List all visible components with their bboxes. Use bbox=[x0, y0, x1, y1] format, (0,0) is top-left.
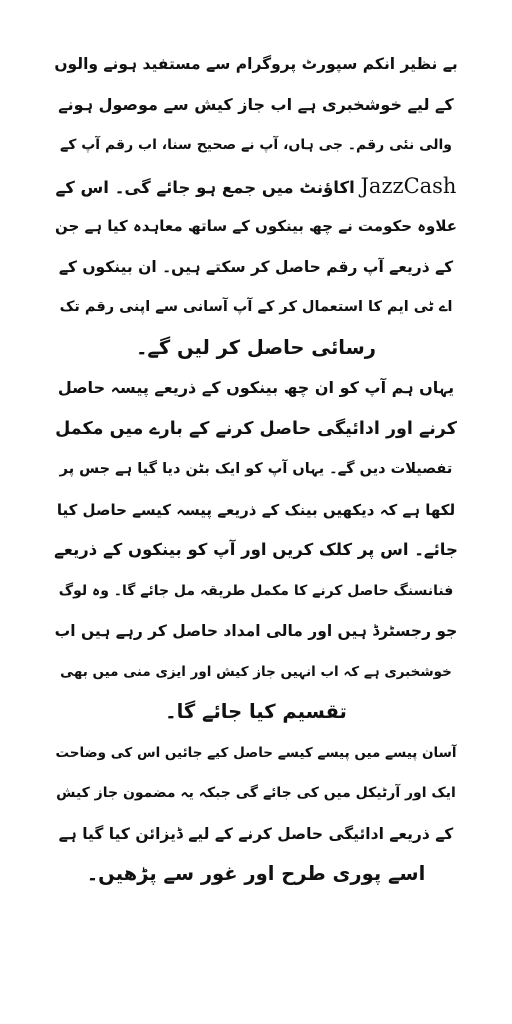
article-line: ایک اور آرٹیکل میں کی جائے گی جبکہ یہ مضمون جاز کیش bbox=[56, 785, 456, 801]
article-line: کے ذریعے آپ رقم حاصل کر سکتے ہیں۔ ان بینکوں کے bbox=[58, 257, 454, 276]
article-line-text: اکاؤنٹ میں جمع ہو جائے گی۔ اس کے bbox=[55, 177, 355, 197]
article-line: والی نئی رقم۔ جی ہاں، آپ نے صحیح سنا، اب رقم آپ کے bbox=[59, 137, 453, 153]
article-line: اے ٹی ایم کا استعمال کر کے آپ آسانی سے اپنی رقم تک bbox=[59, 299, 453, 315]
article-line: تقسیم کیا جائے گا۔ bbox=[165, 700, 347, 723]
paragraph-2 bbox=[54, 368, 458, 733]
article-line: بے نظیر انکم سپورٹ پروگرام سے مستفید ہونے والوں bbox=[54, 55, 458, 73]
article-line: کے لیے خوشخبری ہے اب جاز کیش سے موصول ہونے bbox=[58, 94, 454, 114]
article-line: کے ذریعے ادائیگی حاصل کرنے کے لیے ڈیزائن کیا گیا ہے bbox=[58, 824, 454, 843]
article-line: جائے۔ اس پر کلک کریں اور آپ کو بینکوں کے ذریعے bbox=[54, 540, 458, 559]
article-line: خوشخبری ہے کہ اب انہیں جاز کیش اور ایزی منی میں بھی bbox=[60, 663, 452, 680]
jazzcash-brand-name: JazzCash bbox=[360, 173, 457, 198]
article-line: یہاں ہم آپ کو ان چھ بینکوں کے ذریعے پیسہ حاصل bbox=[57, 378, 455, 397]
article-line: تفصیلات دیں گے۔ یہاں آپ کو ایک بٹن دیا گیا ہے جس پر bbox=[59, 461, 453, 477]
article-body bbox=[54, 44, 458, 895]
article-line: علاوہ حکومت نے چھ بینکوں کے ساتھ معاہدہ کیا ہے جن bbox=[54, 217, 458, 235]
article-line: رسائی حاصل کر لیں گے۔ bbox=[135, 335, 377, 359]
article-line-with-brand bbox=[54, 166, 458, 207]
paragraph-3 bbox=[54, 733, 458, 895]
article-line: جو رجسٹرڈ ہیں اور مالی امداد حاصل کر رہے ہیں اب bbox=[54, 622, 458, 640]
article-line: لکھا ہے کہ دیکھیں بینک کے ذریعے پیسہ کیسے حاصل کیا bbox=[56, 500, 456, 519]
paragraph-1 bbox=[54, 44, 458, 368]
article-line: آسان پیسے میں پیسے کیسے حاصل کیے جائیں اس کی وضاحت bbox=[55, 744, 457, 761]
article-line: کرنے اور ادائیگی حاصل کرنے کے بارے میں مکمل bbox=[55, 418, 457, 439]
article-line: اسے پوری طرح اور غور سے پڑھیں۔ bbox=[86, 862, 426, 885]
article-line: فنانسنگ حاصل کرنے کا مکمل طریقہ مل جائے گا۔ وہ لوگ bbox=[58, 582, 454, 599]
